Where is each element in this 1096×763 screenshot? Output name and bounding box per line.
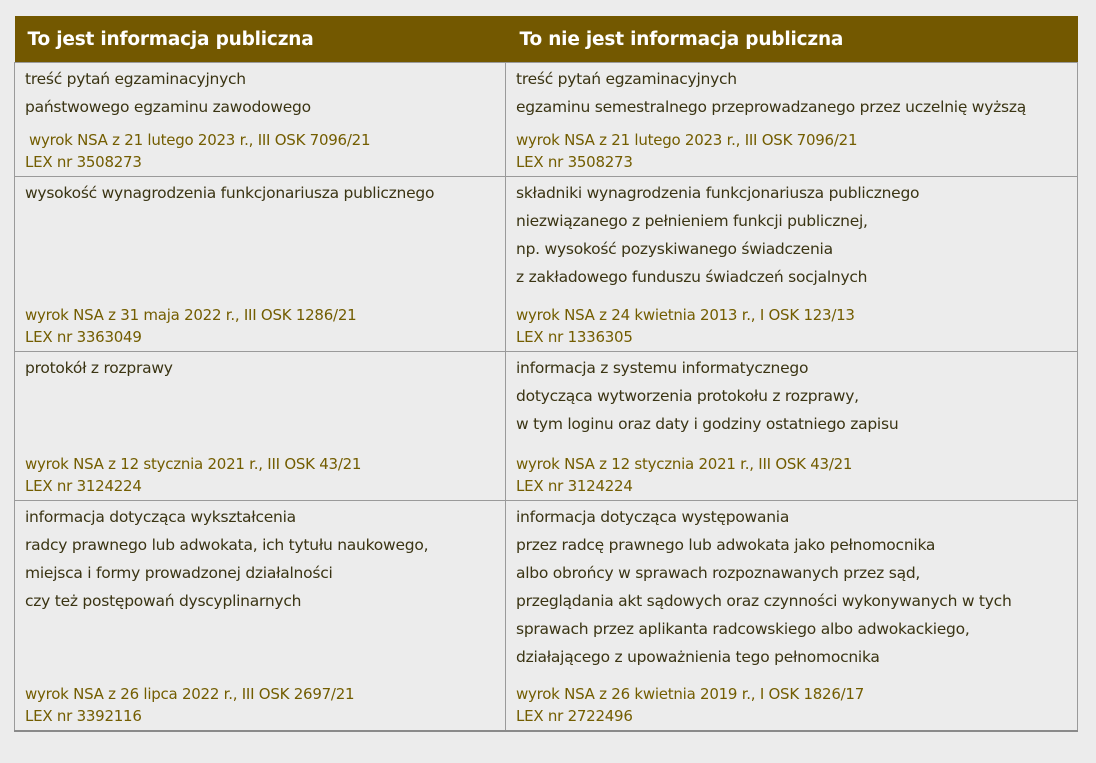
table-row	[15, 63, 1078, 177]
court-citation: wyrok NSA z 21 lutego 2023 r., III OSK 7096/21 LEX nr 3508273	[25, 131, 371, 171]
cell-not-public	[506, 352, 1078, 501]
cell-public	[15, 177, 506, 352]
public-information-table	[14, 16, 1078, 732]
cell-public	[15, 352, 506, 501]
court-citation: wyrok NSA z 31 maja 2022 r., III OSK 1286/21 LEX nr 3363049	[25, 306, 357, 346]
table-row	[15, 501, 1078, 732]
cell-public	[15, 501, 506, 732]
court-citation: wyrok NSA z 12 stycznia 2021 r., III OSK 43/21 LEX nr 3124224	[25, 455, 362, 495]
header-is-public-information: To jest informacja publiczna	[15, 16, 506, 63]
header-not-public-information: To nie jest informacja publiczna	[506, 16, 1078, 63]
subject-text: informacja dotycząca wykształcenia radcy prawnego lub adwokata, ich tytułu naukowego, miejsca i formy prowadzonej działalności czy też postępowań dyscyplinarnych	[25, 508, 429, 610]
table-row	[15, 177, 1078, 352]
court-citation: wyrok NSA z 24 kwietnia 2013 r., I OSK 123/13 LEX nr 1336305	[516, 306, 855, 346]
cell-not-public	[506, 501, 1078, 732]
court-citation: wyrok NSA z 26 kwietnia 2019 r., I OSK 1826/17 LEX nr 2722496	[516, 685, 865, 725]
subject-text: informacja dotycząca występowania przez radcę prawnego lub adwokata jako pełnomocnika albo obrońcy w sprawach rozpoznawanych przez sąd, przeglądania akt sądowych oraz czynności wykonywanych w tych sprawach przez aplikanta radcowskiego albo adwokackiego, działającego z upoważnienia tego pełnomocnika	[516, 508, 1012, 666]
subject-text: wysokość wynagrodzenia funkcjonariusza publicznego	[25, 184, 435, 202]
subject-text: protokół z rozprawy	[25, 359, 173, 377]
subject-text: treść pytań egzaminacyjnych egzaminu semestralnego przeprowadzanego przez uczelnię wyższą	[516, 70, 1026, 116]
subject-text: treść pytań egzaminacyjnych państwowego egzaminu zawodowego	[25, 70, 311, 116]
court-citation: wyrok NSA z 21 lutego 2023 r., III OSK 7096/21 LEX nr 3508273	[516, 131, 858, 171]
cell-public	[15, 63, 506, 177]
table-row	[15, 352, 1078, 501]
subject-text: informacja z systemu informatycznego dotycząca wytworzenia protokołu z rozprawy, w tym loginu oraz daty i godziny ostatniego zapisu	[516, 359, 899, 433]
court-citation: wyrok NSA z 26 lipca 2022 r., III OSK 2697/21 LEX nr 3392116	[25, 685, 355, 725]
cell-not-public	[506, 177, 1078, 352]
table-header-row	[15, 16, 1078, 63]
cell-not-public	[506, 63, 1078, 177]
subject-text: składniki wynagrodzenia funkcjonariusza publicznego niezwiązanego z pełnieniem funkcji publicznej, np. wysokość pozyskiwanego świadczenia z zakładowego funduszu świadczeń socjalnych	[516, 184, 920, 286]
court-citation: wyrok NSA z 12 stycznia 2021 r., III OSK 43/21 LEX nr 3124224	[516, 455, 853, 495]
